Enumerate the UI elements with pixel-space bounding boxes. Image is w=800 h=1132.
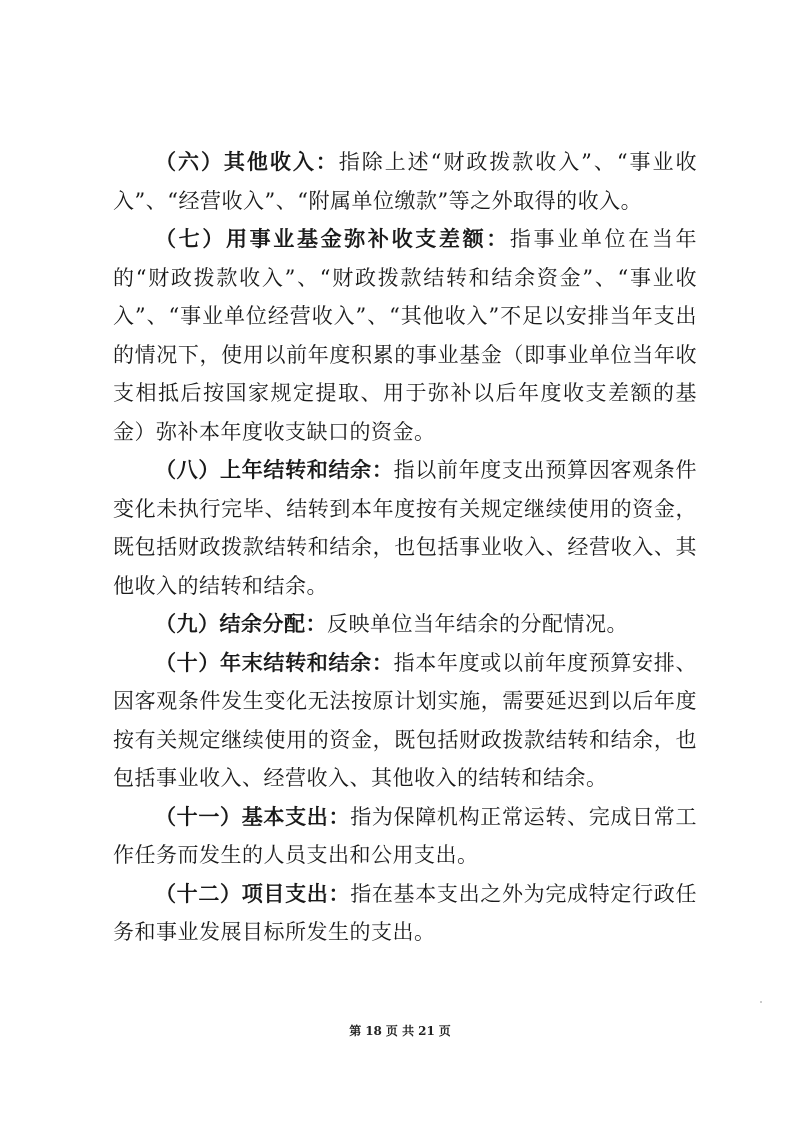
paragraph-project-expenditure [113, 875, 697, 952]
paragraph-basic-expenditure [113, 798, 697, 875]
paragraph-heading: （十）年末结转和结余： [155, 649, 394, 675]
paragraph-other-income [113, 143, 697, 220]
paragraph-text: 反映单位当年结余的分配情况。 [327, 612, 628, 636]
paragraph-text: 指为保障机构正常运转、完成日常工作任务而发生的人员支出和公用支出。 [113, 804, 697, 867]
footer-suffix: 页 [438, 1024, 451, 1038]
paragraph-text: 指以前年度支出预算因客观条件变化未执行完毕、结转到本年度按有关规定继续使用的资金，既包括财政拨款结转和结余，也包括事业收入、经营收入、其他收入的结转和结余。 [113, 458, 697, 598]
paragraph-business-fund [113, 220, 697, 451]
paragraph-text: 指本年度或以前年度预算安排、因客观条件发生变化无法按原计划实施，需要延迟到以后年度按有关规定继续使用的资金，既包括财政拨款结转和结余，也包括事业收入、经营收入、其他收入的结转和结余。 [113, 650, 697, 790]
paragraph-heading: （九）结余分配： [155, 611, 327, 636]
paragraph-heading: （八）上年结转和结余： [155, 457, 394, 482]
paragraph-year-end-carryover [113, 644, 697, 798]
paragraph-heading: （十一）基本支出： [155, 803, 351, 829]
paragraph-surplus-distribution [113, 605, 697, 644]
footer-page-number: 18 [365, 1024, 382, 1038]
footer-prefix: 第 [349, 1024, 362, 1038]
paragraph-heading: （六）其他收入： [155, 149, 339, 174]
footer-total-pages: 21 [418, 1024, 435, 1038]
paragraph-text: 指事业单位在当年的“财政拨款收入”、“财政拨款结转和结余资金”、“事业收入”、“事业单位经营收入”、“其他收入”不足以安排当年支出的情况下，使用以前年度积累的事业基金（即事业单位当年收支相抵后按国家规定提取、用于弥补以后年度收支差额的基金）弥补本年度收支缺口的资金。 [113, 227, 698, 444]
paragraph-text: 指除上述“财政拨款收入”、“事业收入”、“经营收入”、“附属单位缴款”等之外取得的收入。 [113, 150, 697, 213]
page-footer [0, 1022, 800, 1039]
footer-middle: 页 共 [385, 1024, 415, 1038]
paragraph-heading: （七）用事业基金弥补收支差额： [155, 226, 510, 251]
document-body [113, 143, 697, 952]
paragraph-prior-year-carryover [113, 451, 697, 605]
paragraph-heading: （十二）项目支出： [155, 880, 351, 906]
scan-speck [760, 1001, 762, 1003]
paragraph-text: 指在基本支出之外为完成特定行政任务和事业发展目标所发生的支出。 [113, 881, 697, 944]
